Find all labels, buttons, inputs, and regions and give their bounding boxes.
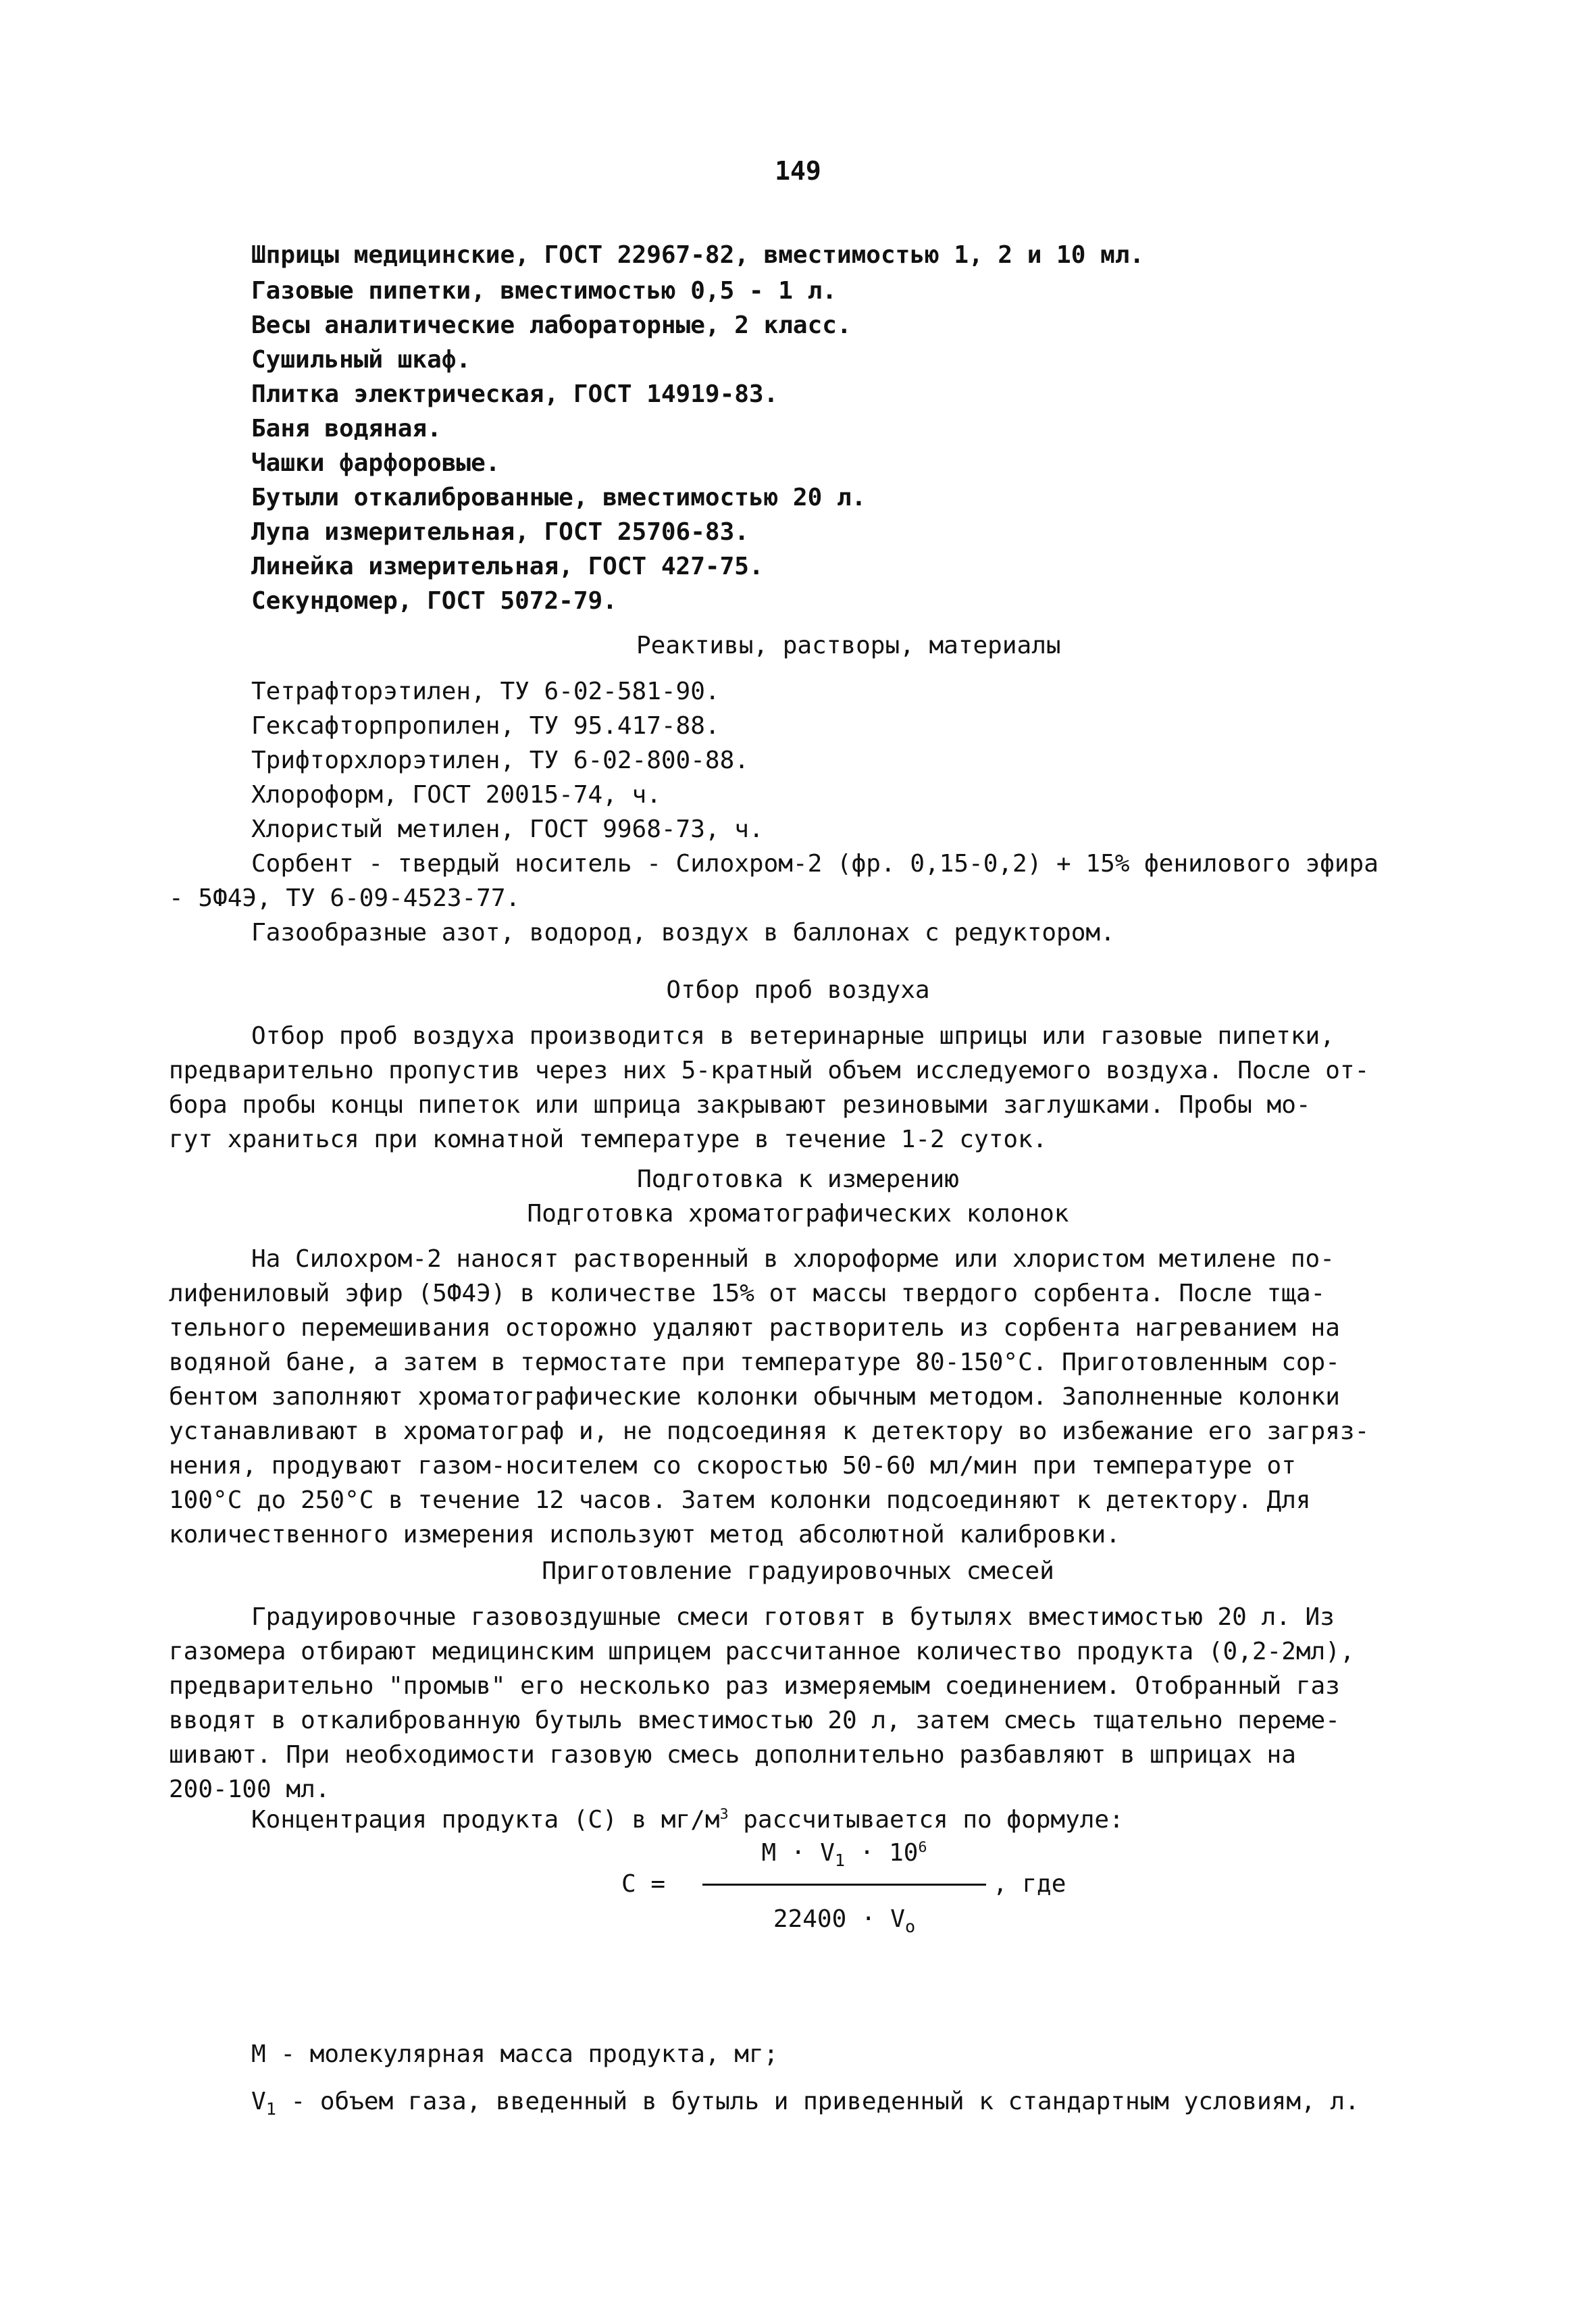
calibration-paragraph <box>169 1600 1439 1807</box>
equipment-item: Линейка измерительная, ГОСТ 427-75. <box>251 553 764 580</box>
equipment-item: Сушильный шкаф. <box>251 346 471 374</box>
concentration-prefix: Концентрация продукта (С) в мг/м <box>251 1806 720 1834</box>
text-line: нения, продувают газом-носителем со скоростью 50-60 мл/мин при температуре от <box>169 1452 1296 1480</box>
reagent-item: Трифторхлорэтилен, ТУ 6-02-800-88. <box>251 747 749 774</box>
equipment-item: Баня водяная. <box>251 415 442 443</box>
text-line: лифениловый эфир (5Ф4Э) в количестве 15% от массы твердого сорбента. После тща- <box>169 1280 1326 1307</box>
text-line: бора пробы концы пипеток или шприца закрывают резиновыми заглушками. Пробы мо- <box>169 1091 1311 1119</box>
text-line: водяной бане, а затем в термостате при температуре 80-150°С. Приготовленным сор- <box>169 1349 1340 1376</box>
sorbent-line: Сорбент - твердый носитель - Силохром-2 (фр. 0,15-0,2) + 15% фенилового эфира <box>251 850 1379 878</box>
formula-lhs: С = <box>621 1870 666 1898</box>
page-number: 149 <box>775 156 821 186</box>
section-heading-reagents: Реактивы, растворы, материалы <box>636 632 1061 659</box>
text-line: На Силохром-2 наносят растворенный в хлороформе или хлористом метилене по- <box>251 1245 1335 1273</box>
text-line: газомера отбирают медицинским шприцем рассчитанное количество продукта (0,2-2мл), <box>169 1638 1355 1665</box>
text-line: шивают. При необходимости газовую смесь дополнительно разбавляют в шприцах на <box>169 1741 1296 1769</box>
text-line: устанавливают в хроматограф и, не подсоединяя к детектору во избежание его загряз- <box>169 1417 1370 1445</box>
equipment-item: Лупа измерительная, ГОСТ 25706-83. <box>251 518 749 546</box>
definition-line <box>251 2084 1360 2119</box>
definition-line <box>251 2037 778 2071</box>
text-line: предварительно "промыв" его несколько раз измеряемым соединением. Отобранный газ <box>169 1672 1340 1700</box>
text-line: Отбор проб воздуха производится в ветеринарные шприцы или газовые пипетки, <box>251 1022 1335 1050</box>
subsection-heading-columns: Подготовка хроматографических колонок <box>527 1200 1069 1228</box>
unit-exponent: 3 <box>719 1806 729 1823</box>
formula-denominator <box>709 1902 979 1936</box>
definition-text: - объем газа, введенный в бутыль и приведенный к стандартным условиям, л. <box>276 2088 1360 2115</box>
formula-where: , где <box>993 1870 1066 1898</box>
section-heading-preparation: Подготовка к измерению <box>637 1165 959 1193</box>
text-line: тельного перемешивания осторожно удаляют растворитель из сорбента нагреванием на <box>169 1314 1340 1342</box>
definition-subscript: 1 <box>265 2099 276 2119</box>
equipment-item: Плитка электрическая, ГОСТ 14919-83. <box>251 380 779 408</box>
concentration-formula <box>608 1821 1148 1990</box>
definition-symbol: V <box>251 2088 266 2115</box>
text-line: 200-100 мл. <box>169 1776 330 1803</box>
numerator-tail: · 10 <box>845 1839 919 1867</box>
equipment-item: Газовые пипетки, вместимостью 0,5 - 1 л. <box>251 277 837 305</box>
numerator-main: M · V <box>761 1839 835 1867</box>
equipment-item: Шприцы медицинские, ГОСТ 22967-82, вместимостью 1, 2 и 10 мл. <box>251 241 1145 269</box>
formula-numerator <box>709 1836 979 1870</box>
reagent-item: Тетрафторэтилен, ТУ 6-02-581-90. <box>251 678 720 705</box>
section-heading-calibration: Приготовление градуировочных смесей <box>542 1557 1054 1585</box>
numerator-sub: 1 <box>834 1851 846 1871</box>
sorbent-line-cont: - 5Ф4Э, ТУ 6-09-4523-77. <box>169 884 521 912</box>
section-heading-sampling: Отбор проб воздуха <box>666 976 930 1004</box>
equipment-item: Секундомер, ГОСТ 5072-79. <box>251 587 617 615</box>
definition-symbol: M <box>251 2040 266 2068</box>
numerator-exp: 6 <box>918 1839 927 1856</box>
columns-paragraph <box>169 1242 1439 1552</box>
text-line: бентом заполняют хроматографические колонки обычным методом. Заполненные колонки <box>169 1383 1340 1411</box>
equipment-item: Бутыли откалиброванные, вместимостью 20 л. <box>251 484 867 511</box>
equipment-item: Чашки фарфоровые. <box>251 449 500 477</box>
reagent-item: Гексафторпропилен, ТУ 95.417-88. <box>251 712 720 740</box>
reagent-item: Хлороформ, ГОСТ 20015-74, ч. <box>251 781 661 809</box>
text-line: предварительно пропустив через них 5-кратный объем исследуемого воздуха. После от- <box>169 1057 1370 1084</box>
gases-line: Газообразные азот, водород, воздух в баллонах с редуктором. <box>251 919 1115 947</box>
denominator-main: 22400 · V <box>773 1905 905 1933</box>
text-line: гут храниться при комнатной температуре в течение 1-2 суток. <box>169 1126 1048 1153</box>
fraction-bar <box>702 1884 986 1886</box>
text-line: 100°С до 250°С в течение 12 часов. Затем колонки подсоединяют к детектору. Для <box>169 1486 1311 1514</box>
text-line: вводят в откалиброванную бутыль вместимостью 20 л, затем смесь тщательно переме- <box>169 1707 1340 1734</box>
definition-text: - молекулярная масса продукта, мг; <box>265 2040 779 2068</box>
denominator-sub: o <box>904 1917 916 1937</box>
equipment-item: Весы аналитические лабораторные, 2 класс. <box>251 311 852 339</box>
text-line: количественного измерения используют метод абсолютной калибровки. <box>169 1521 1121 1549</box>
concentration-suffix: рассчитывается по формуле: <box>728 1806 1124 1834</box>
reagent-item: Хлористый метилен, ГОСТ 9968-73, ч. <box>251 815 764 843</box>
text-line: Градуировочные газовоздушные смеси готовят в бутылях вместимостью 20 л. Из <box>251 1603 1335 1631</box>
sampling-paragraph <box>169 1019 1439 1157</box>
